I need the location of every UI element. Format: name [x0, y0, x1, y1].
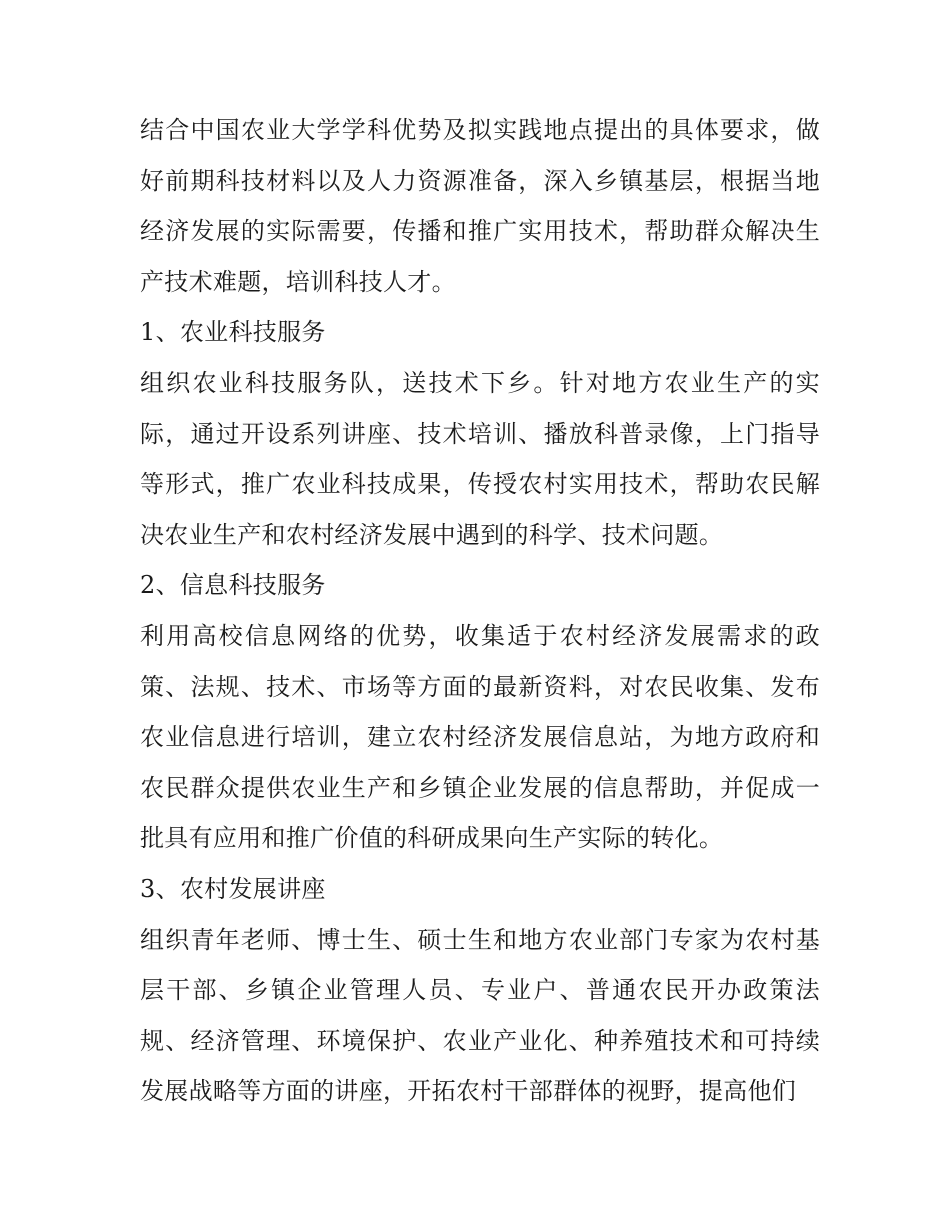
agri-tech-paragraph: 组织农业科技服务队，送技术下乡。针对地方农业生产的实际，通过开设系列讲座、技术培训、播放科普录像，上门指导等形式，推广农业科技成果，传授农村实用技术，帮助农民解决农业生产和农村经济发展中遇到的科学、技术问题。	[140, 368, 820, 549]
rural-lectures-paragraph: 组织青年老师、博士生、硕士生和地方农业部门专家为农村基层干部、乡镇企业管理人员、专业户、普通农民开办政策法规、经济管理、环境保护、农业产业化、种养殖技术和可持续发展战略等方面的讲座，开拓农村干部群体的视野，提高他们	[140, 925, 820, 1106]
section-heading-info-tech: 2、信息科技服务	[140, 571, 326, 600]
section-heading-agri-tech: 1、农业科技服务	[140, 318, 326, 347]
section-heading-rural-lectures: 3、农村发展讲座	[140, 874, 326, 903]
document-body	[140, 105, 820, 1117]
info-tech-paragraph: 利用高校信息网络的优势，收集适于农村经济发展需求的政策、法规、技术、市场等方面的最新资料，对农民收集、发布农业信息进行培训，建立农村经济发展信息站，为地方政府和农民群众提供农业生产和乡镇企业发展的信息帮助，并促成一批具有应用和推广价值的科研成果向生产实际的转化。	[140, 621, 820, 853]
intro-paragraph: 结合中国农业大学学科优势及拟实践地点提出的具体要求，做好前期科技材料以及人力资源准备，深入乡镇基层，根据当地经济发展的实际需要，传播和推广实用技术，帮助群众解决生产技术难题，培训科技人才。	[140, 116, 820, 296]
